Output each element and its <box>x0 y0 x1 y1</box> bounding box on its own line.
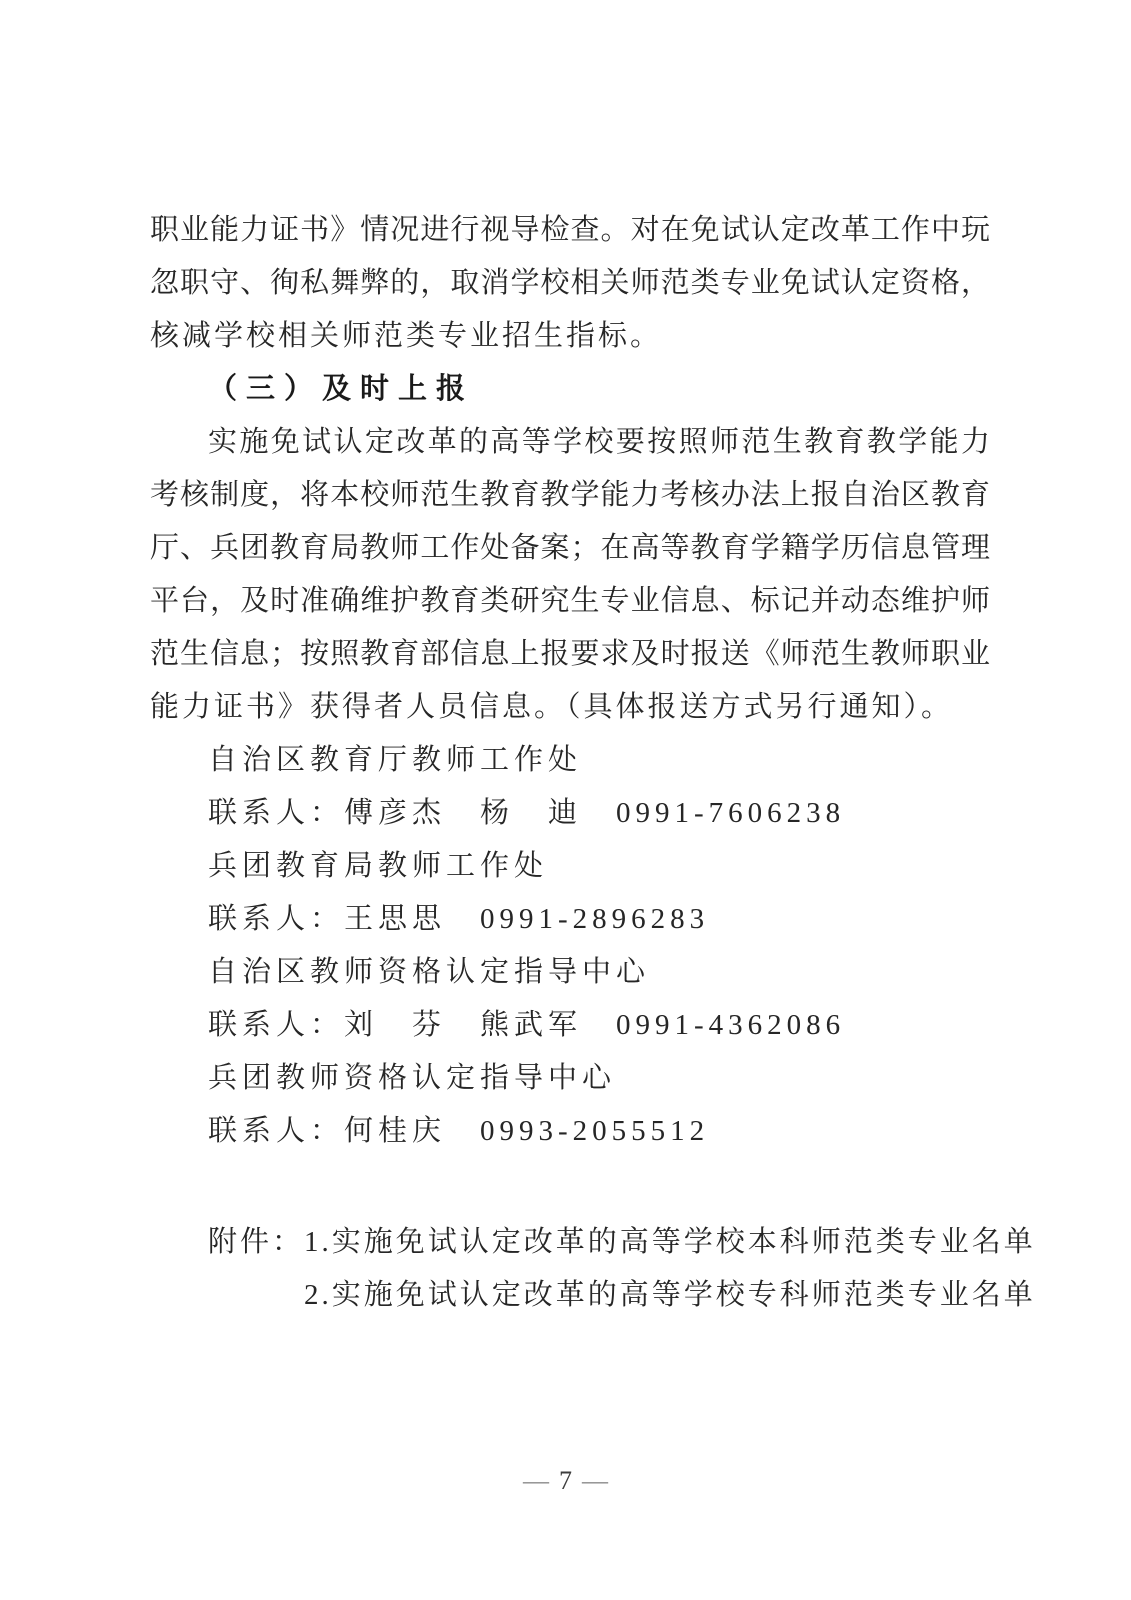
document-body <box>150 204 1036 1322</box>
paragraph-line: 范生信息；按照教育部信息上报要求及时报送《师范生教师职业 <box>150 638 990 670</box>
paragraph-line: 实施免试认定改革的高等学校要按照师范生教育教学能力 <box>208 426 990 458</box>
contact-person-line: 联系人：傅彦杰 杨 迪 0991-7606238 <box>208 797 846 829</box>
paragraph-line: 忽职守、徇私舞弊的，取消学校相关师范类专业免试认定资格， <box>150 267 990 299</box>
org-name-line: 兵团教师资格认定指导中心 <box>208 1062 617 1094</box>
paragraph-line: 厅、兵团教育局教师工作处备案；在高等教育学籍学历信息管理 <box>150 532 990 564</box>
attachment-item: 2.实施免试认定改革的高等学校专科师范类专业名单 <box>304 1279 1036 1311</box>
paragraph-line: 核减学校相关师范类专业招生指标。 <box>150 320 663 352</box>
page-number-dash: — <box>582 1466 608 1495</box>
contact-person-line: 联系人：刘 芬 熊武军 0991-4362086 <box>208 1009 846 1041</box>
attachment-items <box>304 1216 1036 1322</box>
page-footer <box>0 1466 1131 1496</box>
org-name-line: 自治区教师资格认定指导中心 <box>208 956 651 988</box>
attachment-item: 1.实施免试认定改革的高等学校本科师范类专业名单 <box>304 1226 1036 1258</box>
paragraph-line: 考核制度，将本校师范生教育教学能力考核办法上报自治区教育 <box>150 479 990 511</box>
contact-person-line: 联系人：王思思 0991-2896283 <box>208 903 710 935</box>
org-name-line: 兵团教育局教师工作处 <box>208 850 549 882</box>
paragraph-line: 能力证书》获得者人员信息。（具体报送方式另行通知）。 <box>150 691 954 723</box>
paragraph-line: 平台，及时准确维护教育类研究生专业信息、标记并动态维护师 <box>150 585 990 617</box>
page-number-dash: — <box>523 1466 549 1495</box>
attachment-block <box>150 1216 1036 1322</box>
paragraph-line: 职业能力证书》情况进行视导检查。对在免试认定改革工作中玩 <box>150 214 990 246</box>
org-name-line: 自治区教育厅教师工作处 <box>208 744 583 776</box>
attachment-label: 附件： <box>208 1226 305 1258</box>
section-heading: （三）及时上报 <box>208 373 475 405</box>
page-number: 7 <box>559 1466 572 1495</box>
contact-person-line: 联系人：何桂庆 0993-2055512 <box>208 1115 710 1147</box>
